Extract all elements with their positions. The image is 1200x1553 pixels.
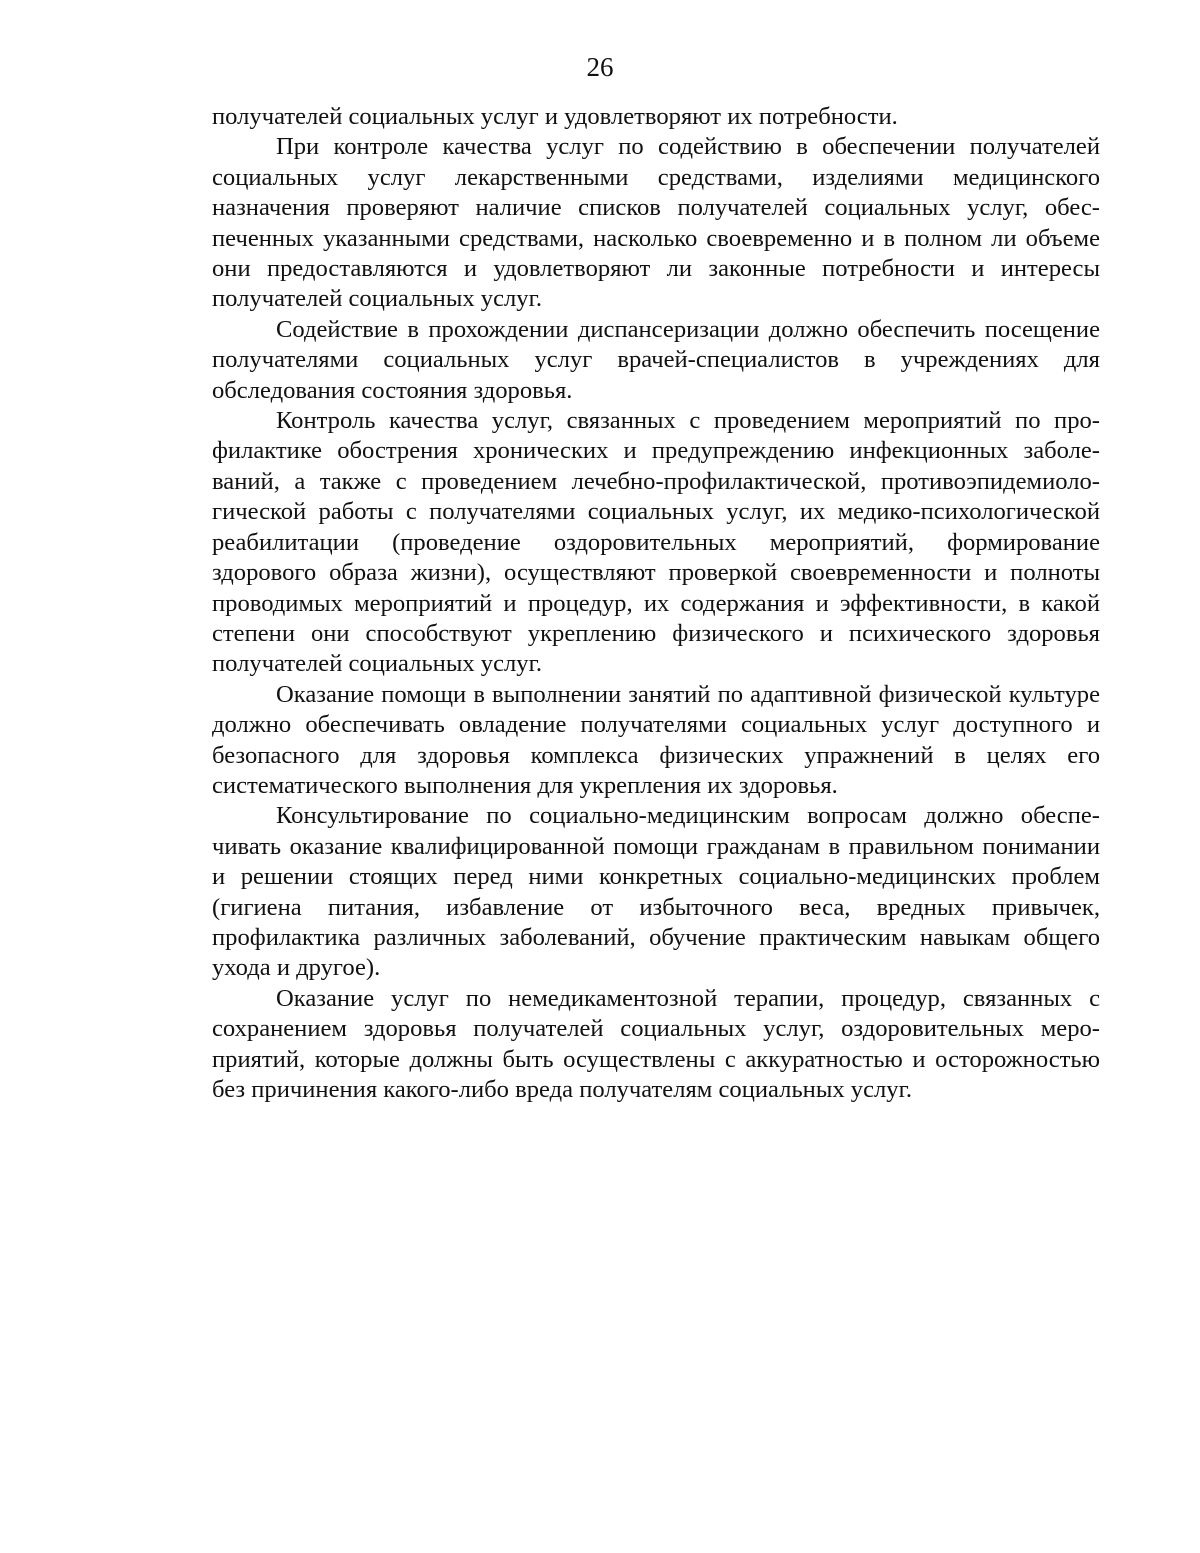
paragraph-continuation: получателей социальных услуг и удовлетворяют их потребности. bbox=[212, 103, 898, 130]
paragraph-medicines-quality-control: При контроле качества услуг по содействию в обеспечении получателей социальных услуг лекарственными средствами, изделиями медицинского назначения проверяют наличие списков получателей социальных услуг, обеспеченных указанными средствами, насколько своевременно и в полном ли объеме они предоставляются и удовлетворяют ли законные потребности и интересы получателей социальных услуг. bbox=[212, 133, 1100, 313]
paragraph-social-medical-consulting: Консультирование по социально-медицинским вопросам должно обеспечивать оказание квалифицированной помощи гражданам в правильном понимании и решении стоящих перед ними конкретных социально-медицинских проблем (гигиена питания, избавление от избыточного веса, вредных привычек, профилактика различных заболеваний, обучение практическим навыкам общего ухода и другое). bbox=[212, 802, 1100, 982]
document-body bbox=[212, 102, 1100, 1105]
paragraph-prevention-quality-control: Контроль качества услуг, связанных с проведением мероприятий по профилактике обострения хронических и предупреждению инфекционных заболеваний, а также с проведением лечебно-профилактической, противоэпидемиологической работы с получателями социальных услуг, их медико-психологической реабилитации (проведение оздоровительных мероприятий, формирование здорового образа жизни), осуществляют проверкой своевременности и полноты проводимых мероприятий и процедур, их содержания и эффективности, в какой степени они способствуют укреплению физического и психического здоровья получателей социальных услуг. bbox=[212, 407, 1100, 678]
paragraph-non-drug-therapy: Оказание услуг по немедикаментозной терапии, процедур, связанных с сохранением здоровья получателей социальных услуг, оздоровительных мероприятий, которые должны быть осуществлены с аккуратностью и осторожностью без причинения какого-либо вреда получателям социальных услуг. bbox=[212, 984, 1100, 1103]
paragraph-dispensary-assistance: Содействие в прохождении диспансеризации должно обеспечить посещение получателями социальных услуг врачей-специалистов в учреждениях для обследования состояния здоровья. bbox=[212, 315, 1100, 404]
page-number: 26 bbox=[586, 52, 614, 82]
paragraph-adaptive-physical-culture: Оказание помощи в выполнении занятий по адаптивной физической культуре должно обеспечивать овладение получателями социальных услуг доступного и безопасного для здоровья комплекса физических упражнений в целях его систематического выполнения для укрепления их здоровья. bbox=[212, 680, 1100, 799]
